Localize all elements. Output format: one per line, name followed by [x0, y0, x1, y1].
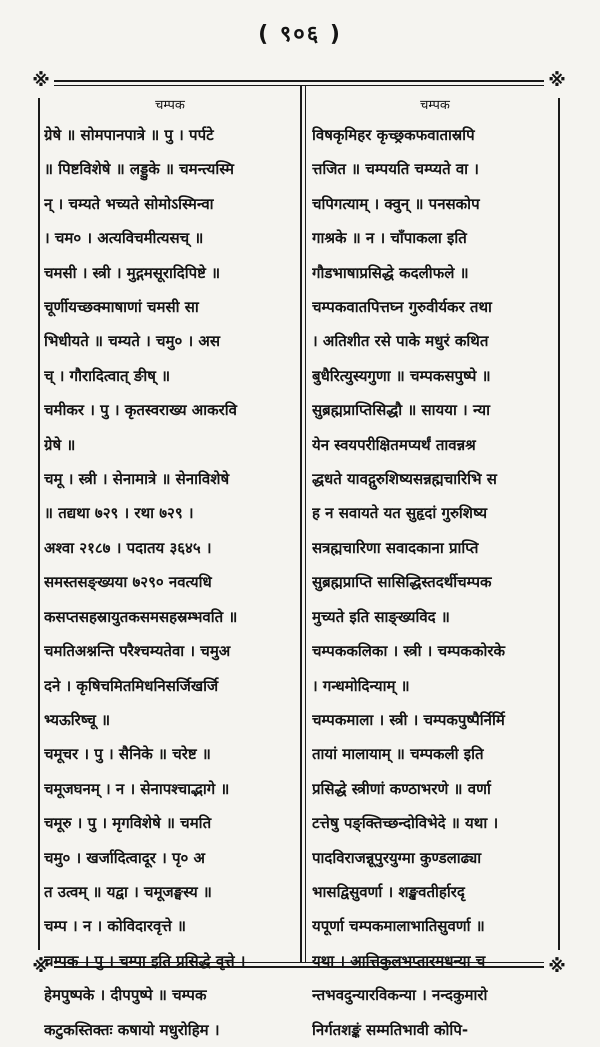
top-border-rule-inner — [54, 85, 544, 86]
corner-ornament-icon: ※ — [548, 956, 566, 977]
text-line: पादविराजन्नूपुरयुग्मा कुण्डलाढ्या — [312, 848, 482, 867]
text-line: समस्तसङ्ख्यया ७२९० नवत्यधि — [44, 573, 212, 592]
text-line: चमसी । स्त्री । मुद्गमसूरादिपिष्टे ॥ — [44, 263, 221, 282]
text-line: ह न सवायते यत सुहृदां गुरुशिष्य — [312, 504, 488, 523]
text-line: यथा । आत्तिकुलभप्तारमधन्या च — [312, 951, 486, 970]
text-line: हेमपुष्पके । दीपपुष्पे ॥ चम्पक — [44, 986, 207, 1005]
text-line: मुच्यते इति साङ्ख्यविद ॥ — [312, 607, 450, 626]
right-border-rule — [558, 98, 560, 950]
text-line: कटुकस्तिक्तः कषायो मधुरोहिम । — [44, 1020, 220, 1039]
left-column-heading: चम्पक — [155, 98, 185, 113]
text-line: विषकृमिहर कृच्छ्रकफवातास्रपि — [312, 126, 475, 144]
text-line: चपिगत्याम् । क्वुन् ॥ पनसकोप — [312, 194, 480, 213]
corner-ornament-icon: ※ — [32, 70, 50, 91]
text-line: ॥ तद्यथा ७२९ । रथा ७२९ । — [44, 504, 194, 523]
text-line: न् । चम्यते भच्यते सोमोऽस्मिन्वा — [44, 194, 214, 213]
top-border-rule — [54, 80, 544, 82]
text-line: अश्वा २१८७ । पदातय ३६४५ । — [44, 538, 212, 557]
text-line: भिधीयते ॥ चम्यते । चमु० । अस — [44, 332, 221, 351]
text-line: चमू । स्त्री । सेनामात्रे ॥ सेनाविशेषे — [44, 470, 230, 489]
text-line: सुब्रह्मप्राप्ति सासिद्धिस्तदर्थीचम्पक — [312, 573, 492, 592]
text-line: चमीकर । पु । कृतस्वराख्य आकरवि — [44, 401, 237, 420]
column-divider-rule — [300, 86, 302, 962]
left-border-rule — [38, 98, 40, 950]
text-line: चमूजघनम् । न । सेनापश्चाद्भागे ॥ — [44, 779, 230, 798]
text-line: चमूरु । पु । मृगविशेषे ॥ चमति — [44, 814, 212, 833]
text-line: द्धधते यावद्गुरुशिष्यसन्नह्मचारिभि स — [312, 470, 497, 489]
text-line: न्तभवदुन्यारविकन्या । नन्दकुमारो — [312, 986, 488, 1005]
text-line: भासद्विसुवर्णा । शङ्खवतीर्हारदृ — [312, 882, 465, 901]
right-column-lines — [312, 118, 558, 1047]
text-line: निर्गतशङ्कं सम्मतिभावी कोपि- — [312, 1020, 469, 1039]
text-line: चम्प । न । कोविदारवृत्ते ॥ — [44, 917, 186, 936]
text-line: चूर्णीयच्छक्माषाणां चमसी सा — [44, 298, 199, 317]
text-line: चमूचर । पु । सैनिके ॥ चरेष्ट ॥ — [44, 745, 211, 764]
text-line: प्रसिद्धे स्त्रीणां कण्ठाभरणे ॥ वर्णा — [312, 779, 491, 798]
page-border-frame — [30, 70, 568, 1039]
text-line: चमु० । खर्जादित्वादूर । पृ० अ — [44, 848, 205, 867]
text-line: तायां मालायाम् ॥ चम्पकली इति — [312, 745, 484, 764]
text-line: गाश्रके ॥ न । चाँपाकला इति — [312, 229, 467, 248]
text-line: कसप्तसहस्रायुतकसमसहस्रम्भवति ॥ — [44, 607, 238, 626]
page-number: ( ९०६ ) — [258, 22, 342, 47]
text-line: बुधैरित्युस्यगुणा ॥ चम्पकसपुष्पे ॥ — [312, 366, 491, 385]
corner-ornament-icon: ※ — [548, 70, 566, 91]
right-column-heading: चम्पक — [420, 98, 450, 113]
text-line: चम्पकवातपित्तघ्न गुरुवीर्यकर तथा — [312, 298, 492, 317]
text-line: त्तजित ॥ चम्पयति चम्प्यते वा । — [312, 160, 479, 179]
text-line: सुब्रह्मप्राप्तिसिद्धौ ॥ सायया । न्या — [312, 401, 490, 420]
text-line: ॥ पिष्टविशेषे ॥ लड्डुके ॥ चमन्त्यस्मि — [44, 160, 235, 179]
right-column — [312, 94, 558, 1039]
text-line: ग्रेषे ॥ सोमपानपात्रे ॥ पु । पर्पटे — [44, 126, 214, 144]
text-line: दने । कृषिचमितमिधनिसर्जिखर्जि — [44, 676, 219, 695]
text-line: गौडभाषाप्रसिद्धे कदलीफले ॥ — [312, 263, 469, 282]
left-column-lines — [44, 118, 296, 1047]
text-line: ग्रेषे ॥ — [44, 435, 76, 454]
text-line: येन स्वयपरीक्षितमप्यर्थं तावन्नश्र — [312, 435, 476, 454]
column-divider-rule-inner — [305, 86, 306, 962]
corner-ornament-icon: ※ — [32, 956, 50, 977]
left-column — [44, 94, 296, 1039]
text-line: च् । गौरादित्वात् ङीष् ॥ — [44, 366, 171, 385]
text-line: सत्रह्मचारिणा सवादकाना प्राप्ति — [312, 538, 479, 557]
text-line: भ्यऊरिष्चू ॥ — [44, 710, 111, 729]
text-line: चमतिअश्नन्ति परैश्चम्यतेवा । चमुअ — [44, 642, 231, 661]
text-line: । अतिशीत रसे पाके मधुरं कथित — [312, 332, 489, 351]
text-line: यपूर्णा चम्पकमालाभातिसुवर्णा ॥ — [312, 917, 485, 936]
text-line: चम्पक । पु । चम्पा इति प्रसिद्धे वृत्ते । — [44, 951, 246, 970]
text-line: त उत्वम् ॥ यद्वा । चमूजङ्घस्य ॥ — [44, 882, 212, 901]
text-line: टत्तेषु पङ्क्तिच्छन्दोविभेदे ॥ यथा । — [312, 814, 499, 833]
text-line: चम्पककलिका । स्त्री । चम्पककोरके — [312, 642, 505, 661]
text-line: । चम० । अत्यविचमीत्यसच् ॥ — [44, 229, 204, 248]
text-line: । गन्धमोदिन्याम् ॥ — [312, 676, 410, 695]
text-line: चम्पकमाला । स्त्री । चम्पकपुष्पैर्निर्मि — [312, 710, 505, 729]
